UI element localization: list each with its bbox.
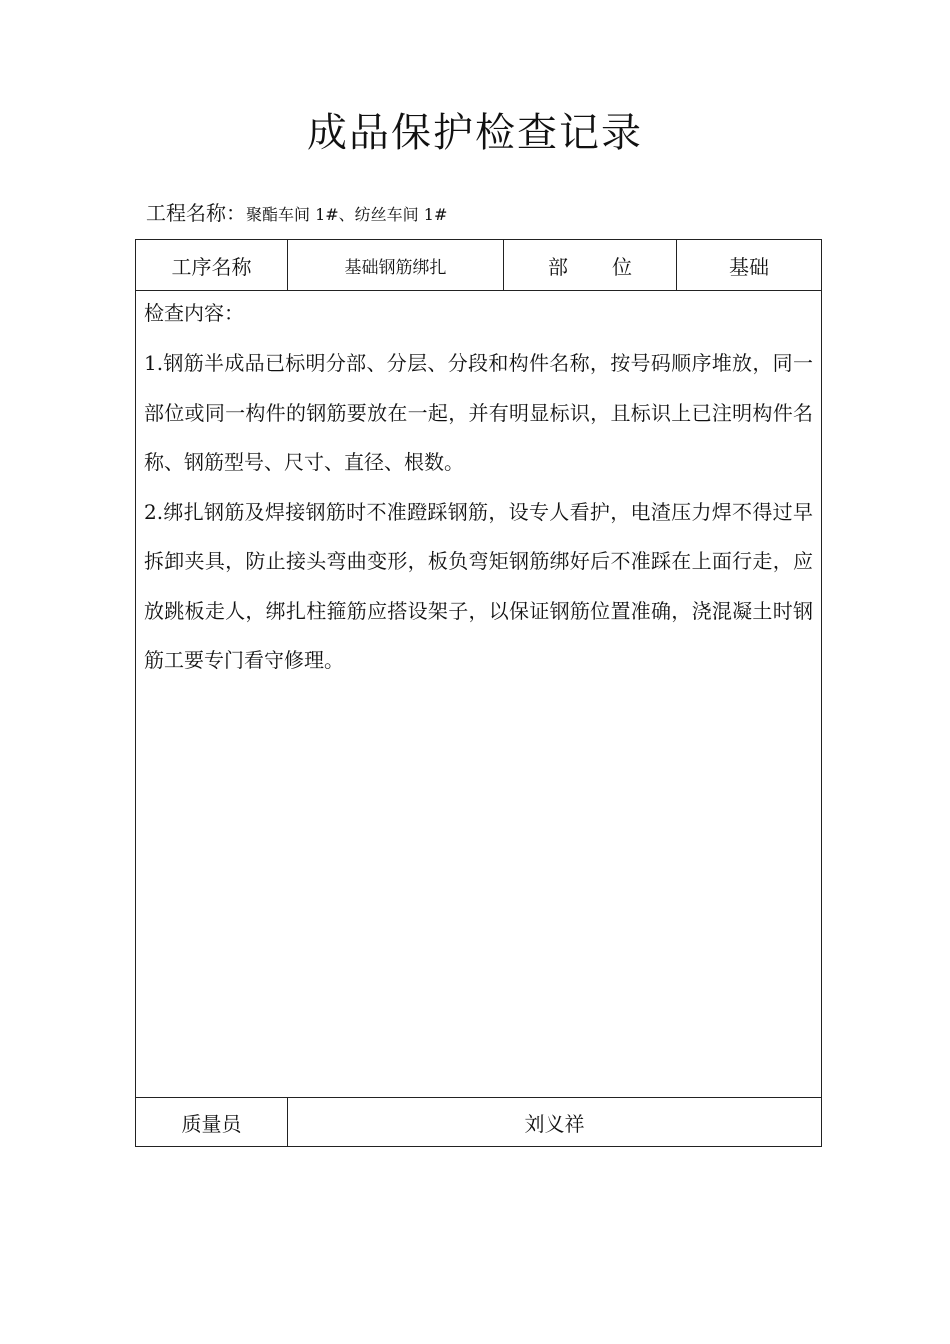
header-row [136,240,822,291]
content-row [136,291,822,1098]
position-label-part-2: 位 [612,254,632,279]
record-table [135,239,822,1147]
project-line [146,197,447,231]
inspection-content-cell [136,291,822,1098]
inspector-name: 刘义祥 [288,1098,822,1147]
process-label: 工序名称 [136,240,288,291]
inspector-label: 质量员 [136,1098,288,1147]
content-paragraph-2: 2.绑扎钢筋及焊接钢筋时不准蹬踩钢筋，设专人看护，电渣压力焊不得过早拆卸夹具，防止接头弯曲变形，板负弯矩钢筋绑好后不准踩在上面行走，应放跳板走人，绑扎柱箍筋应搭设架子，以保证钢筋位置准确，浇混凝土时钢筋工要专门看守修理。 [144,499,813,672]
footer-row [136,1098,822,1147]
position-label-part-1: 部 [548,254,568,279]
document-title: 成品保护检查记录 [307,110,643,156]
project-name: 聚酯车间 1#、纺丝车间 1# [246,205,448,224]
process-value: 基础钢筋绑扎 [288,240,504,291]
position-value: 基础 [677,240,822,291]
project-label: 工程名称： [146,201,246,225]
content-heading: 检查内容： [144,301,244,325]
content-paragraph-1: 1.钢筋半成品已标明分部、分层、分段和构件名称，按号码顺序堆放，同一部位或同一构件的钢筋要放在一起，并有明显标识，且标识上已注明构件名称、钢筋型号、尺寸、直径、根数。 [144,351,813,474]
position-label [504,240,677,291]
